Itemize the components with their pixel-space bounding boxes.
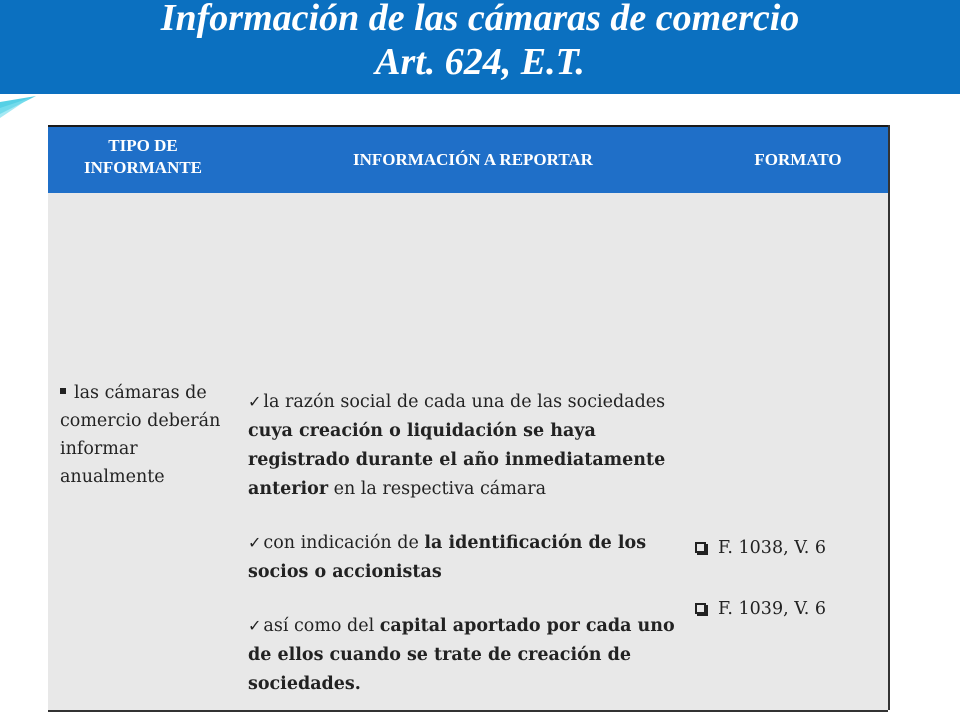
item-text: la razón social de cada una de las sociedades: [263, 392, 666, 412]
formato-text: F. 1038, V. 6: [718, 538, 827, 558]
item-text-bold: cuya creación o liquidación se haya registrado durante el año inmediatamente anterior: [248, 421, 666, 499]
square-bullet-icon: [60, 388, 66, 394]
check-icon: ✓: [248, 616, 262, 635]
list-item: [248, 611, 684, 699]
header-informacion-reportar: INFORMACIÓN A REPORTAR: [353, 150, 593, 169]
table-header: [48, 125, 888, 193]
list-item: [248, 528, 684, 587]
item-text: en la respectiva cámara: [328, 479, 547, 499]
item-text: así como del: [263, 616, 380, 636]
box-bullet-icon: [695, 603, 706, 614]
check-icon: ✓: [248, 392, 262, 411]
item-text-bold: la identificación de los socios o accionistas: [248, 533, 647, 582]
formato-text: F. 1039, V. 6: [718, 599, 827, 619]
header-formato: FORMATO: [754, 150, 842, 169]
check-icon: ✓: [248, 533, 262, 552]
informacion-cell: [248, 387, 684, 723]
info-table: [48, 125, 888, 710]
header-tipo-informante: TIPO DE INFORMANTE: [83, 136, 203, 177]
informante-text: las cámaras de comercio deberán informar anualmente: [60, 383, 221, 487]
formato-cell: [695, 534, 885, 656]
formato-item: [695, 595, 885, 624]
item-text: con indicación de: [263, 533, 425, 553]
decorative-swoosh-icon: [0, 88, 60, 128]
item-text-bold: capital aportado por cada uno de ellos cuando se trate de creación de sociedades.: [248, 616, 675, 694]
list-item: [248, 387, 684, 504]
slide-title-line2: Art. 624, E.T.: [375, 41, 585, 83]
informante-cell: [60, 379, 232, 491]
slide-title-line1: Información de las cámaras de comercio: [160, 0, 800, 39]
box-bullet-icon: [695, 542, 706, 553]
title-bar: [0, 0, 960, 94]
formato-item: [695, 534, 885, 563]
